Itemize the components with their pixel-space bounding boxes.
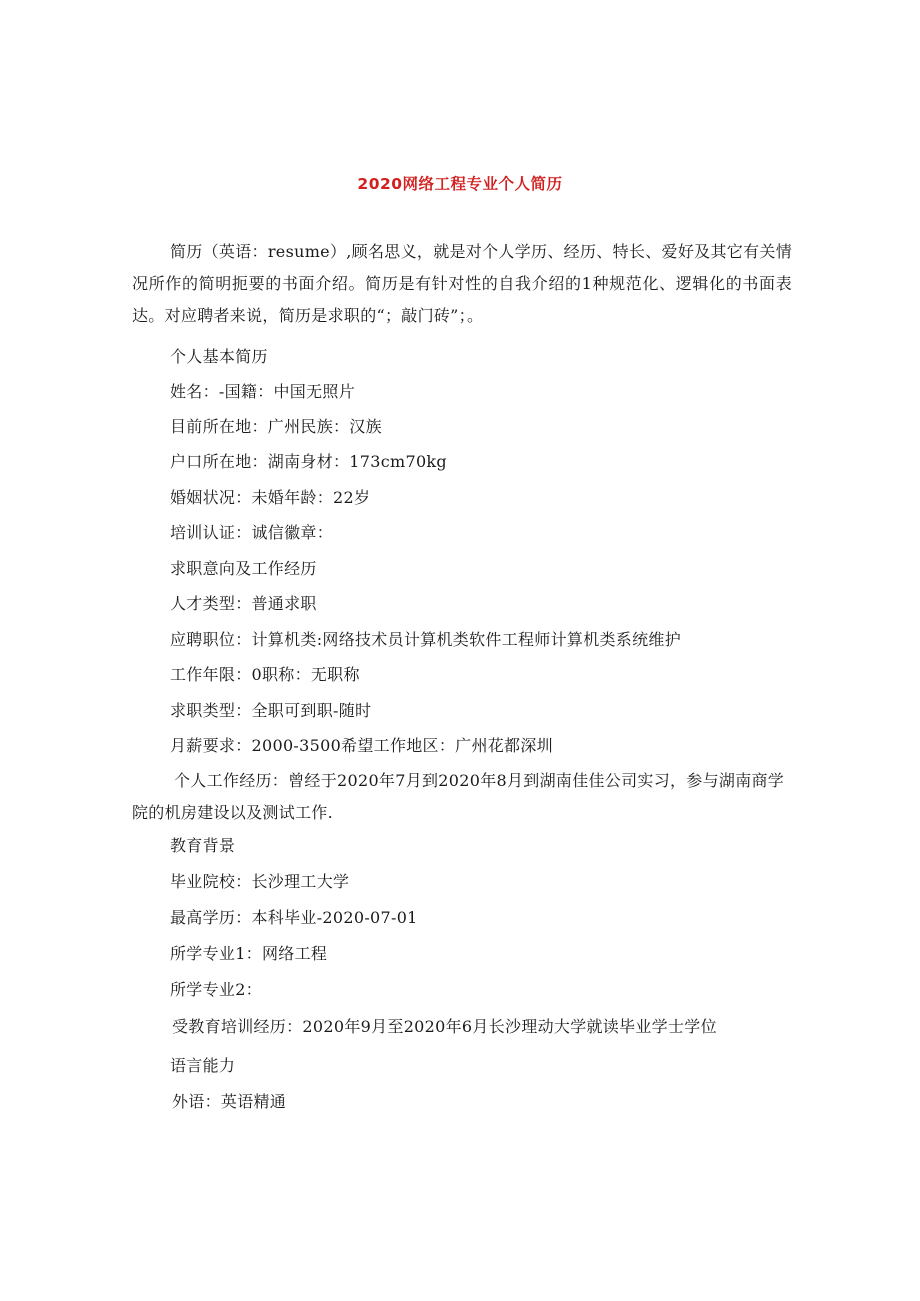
foreign-language-line: 外语：英语精通 xyxy=(172,1092,287,1111)
section-heading-job: 求职意向及工作经历 xyxy=(170,559,317,578)
major1-line: 所学专业1：网络工程 xyxy=(170,944,328,963)
current-location-line: 目前所在地：广州民族：汉族 xyxy=(170,417,382,436)
marital-age-line: 婚姻状况：未婚年龄：22岁 xyxy=(170,488,371,507)
hukou-height-line: 户口所在地：湖南身材：173cm70kg xyxy=(170,452,447,471)
degree-line: 最高学历：本科毕业-2020-07-01 xyxy=(170,908,418,927)
certification-line: 培训认证：诚信徽章： xyxy=(170,523,334,542)
work-experience-paragraph: 个人工作经历：曾经于2020年7月到2020年8月到湖南佳佳公司实习，参与湖南商学院的机房建设以及测试工作. xyxy=(132,771,785,822)
document-title: 2020网络工程专业个人简历 xyxy=(357,175,563,193)
training-line: 受教育培训经历：2020年9月至2020年6月长沙理动大学就读毕业学士学位 xyxy=(172,1017,717,1036)
section-heading-language: 语言能力 xyxy=(170,1056,236,1075)
section-heading-basic: 个人基本简历 xyxy=(170,347,268,366)
job-type-line: 求职类型：全职可到职-随时 xyxy=(170,701,372,720)
positions-line: 应聘职位：计算机类:网络技术员计算机类软件工程师计算机类系统维护 xyxy=(170,630,681,649)
salary-region-line: 月薪要求：2000-3500希望工作地区：广州花都深圳 xyxy=(170,736,553,755)
intro-paragraph: 简历（英语：resume）,顾名思义，就是对个人学历、经历、特长、爱好及其它有关情况所作的简明扼要的书面介绍。简历是有针对性的自我介绍的1种规范化、逻辑化的书面表达。对应聘者来说，简历是求职的“；敲门砖”；。 xyxy=(132,242,792,325)
work-years-line: 工作年限：0职称：无职称 xyxy=(170,665,360,684)
school-line: 毕业院校：长沙理工大学 xyxy=(170,872,350,891)
section-heading-education: 教育背景 xyxy=(170,836,236,855)
talent-type-line: 人才类型：普通求职 xyxy=(170,594,317,613)
major2-line: 所学专业2： xyxy=(170,980,262,999)
name-nationality-line: 姓名：-国籍：中国无照片 xyxy=(170,382,356,401)
